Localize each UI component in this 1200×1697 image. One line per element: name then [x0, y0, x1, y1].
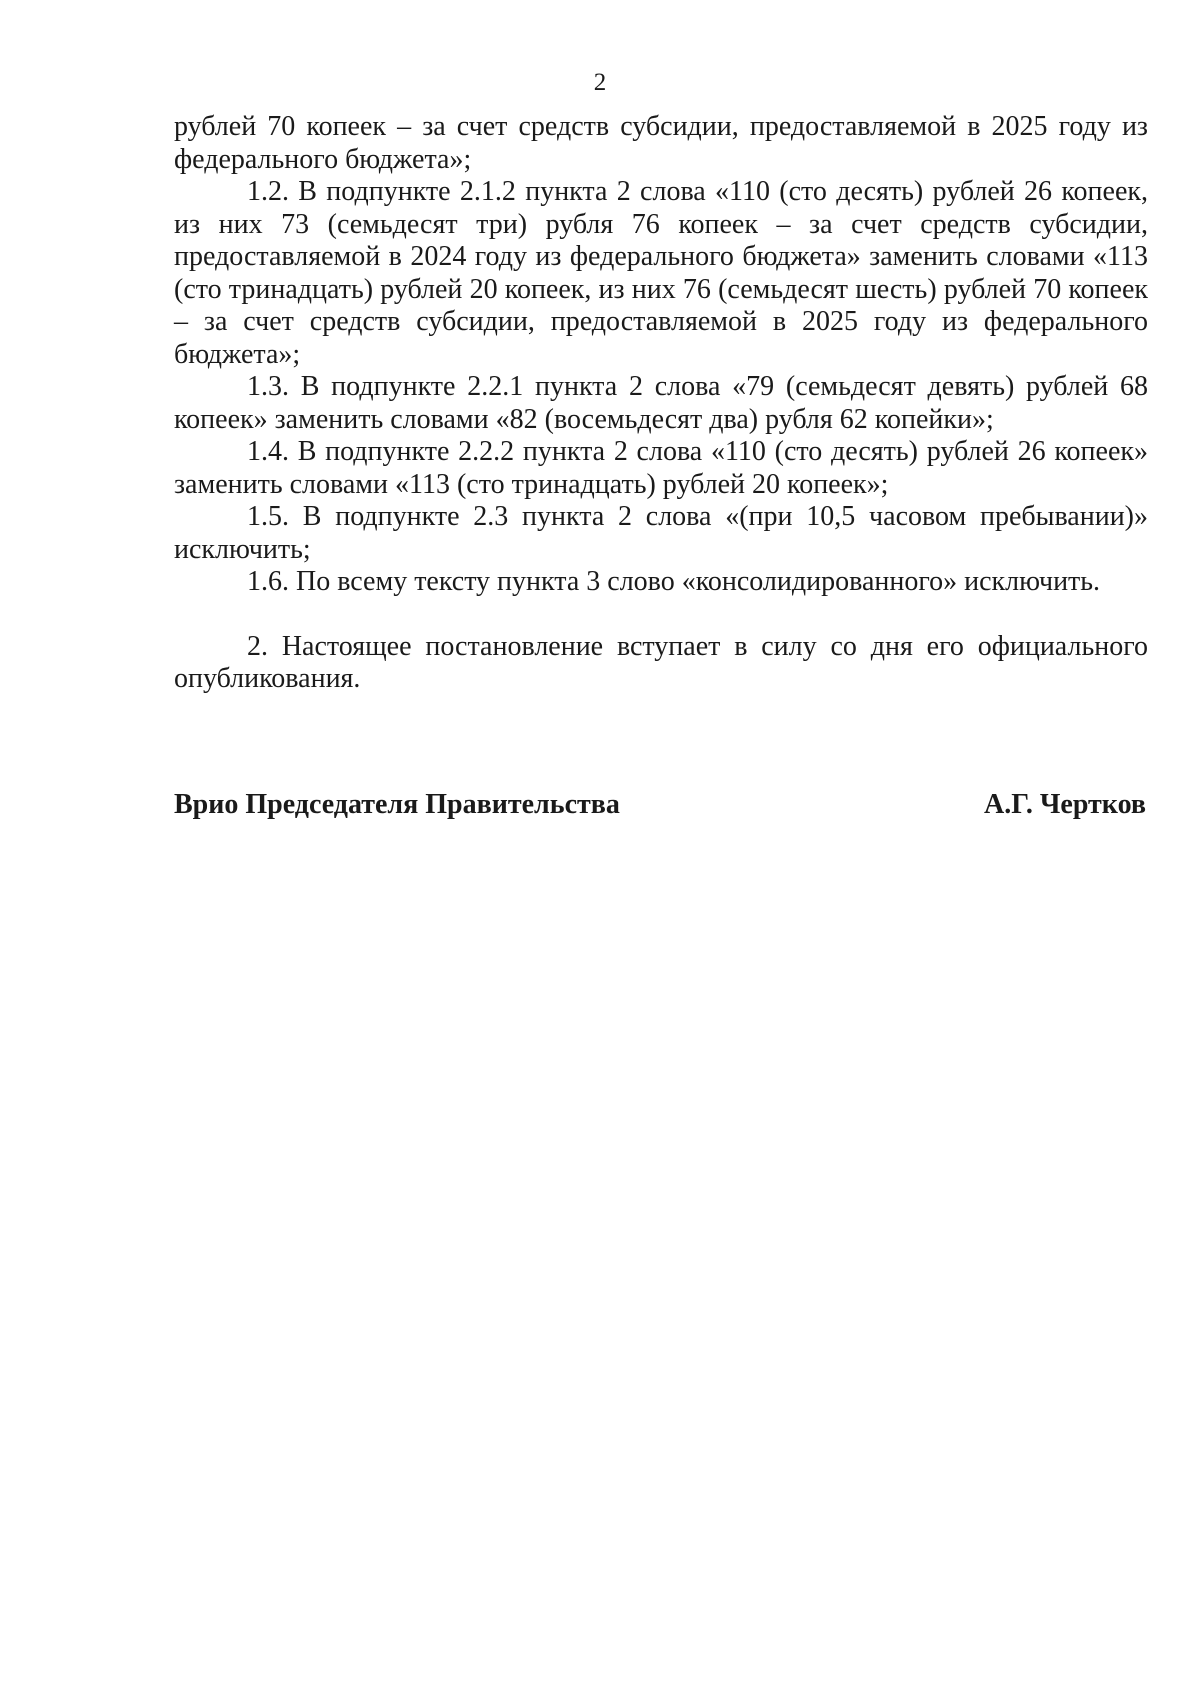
paragraph-1-5: 1.5. В подпункте 2.3 пункта 2 слова «(при 10,5 часовом пребывании)» исключить;: [174, 501, 1148, 565]
signatory-position: Врио Председателя Правительства: [174, 789, 620, 820]
paragraph-2: 2. Настоящее постановление вступает в силу со дня его официального опубликования.: [174, 630, 1148, 694]
signatory-name: А.Г. Чертков: [984, 789, 1146, 820]
signature-block: [174, 789, 1146, 821]
paragraph-1-3: 1.3. В подпункте 2.2.1 пункта 2 слова «79 (семьдесят девять) рублей 68 копеек» заменить словами «82 (восемьдесят два) рубля 62 копейки»;: [174, 371, 1148, 435]
paragraph-continuation: рублей 70 копеек – за счет средств субсидии, предоставляемой в 2025 году из федерального бюджета»;: [174, 111, 1148, 175]
page-number: 2: [593, 69, 607, 96]
paragraph-1-4: 1.4. В подпункте 2.2.2 пункта 2 слова «110 (сто десять) рублей 26 копеек» заменить словами «113 (сто тринадцать) рублей 20 копеек»;: [174, 436, 1148, 500]
document-body: [174, 111, 1148, 696]
paragraph-1-6: 1.6. По всему тексту пункта 3 слово «консолидированного» исключить.: [247, 566, 1101, 597]
paragraph-1-2: 1.2. В подпункте 2.1.2 пункта 2 слова «110 (сто десять) рублей 26 копеек, из них 73 (семьдесят три) рубля 76 копеек – за счет средств субсидии, предоставляемой в 2024 году из федерального бюджета» заменить словами «113 (сто тринадцать) рублей 20 копеек, из них 76 (семьдесят шесть) рублей 70 копеек – за счет средств субсидии, предоставляемой в 2025 году из федерального бюджета»;: [174, 176, 1148, 370]
